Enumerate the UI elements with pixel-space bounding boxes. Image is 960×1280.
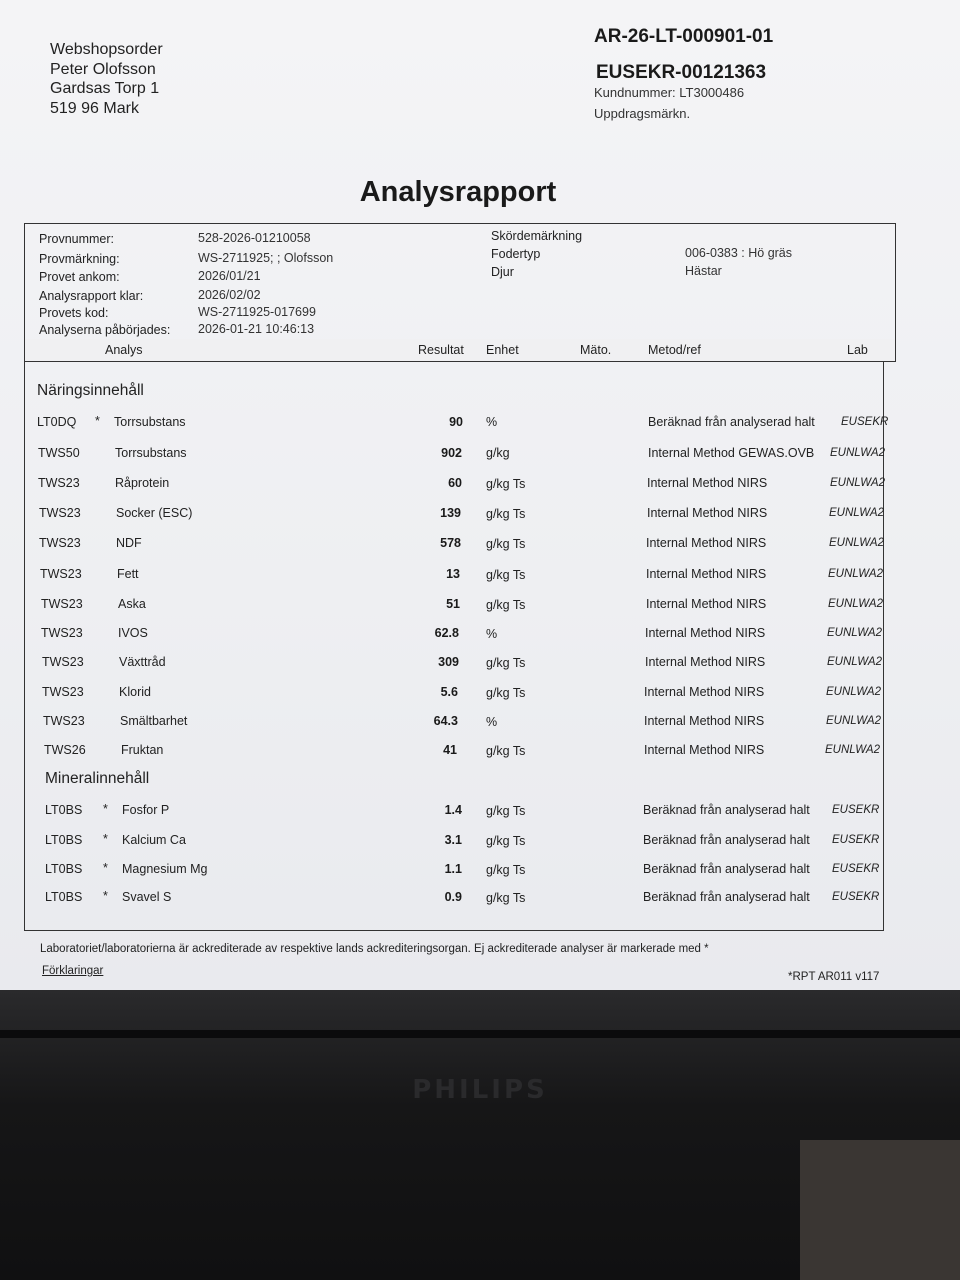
method-ref: Beräknad från analyserad halt <box>643 833 810 847</box>
analysis-name: Magnesium Mg <box>122 862 208 876</box>
method-ref: Internal Method NIRS <box>647 476 768 490</box>
result-value: 64.3 <box>433 714 458 728</box>
result-value: 3.1 <box>444 833 462 847</box>
col-lab: Lab <box>847 343 868 357</box>
result-unit: g/kg Ts <box>486 598 526 612</box>
info-value: WS-2711925; ; Olofsson <box>198 251 334 265</box>
method-ref: Beräknad från analyserad halt <box>643 890 810 904</box>
lab-code: EUSEKR <box>832 834 880 846</box>
address-line: Gardsas Torp 1 <box>50 80 160 97</box>
analysis-name: Klorid <box>119 685 151 699</box>
lab-code: EUNLWA2 <box>830 447 885 459</box>
result-unit: % <box>486 627 498 641</box>
analysis-name: Kalcium Ca <box>122 833 186 847</box>
result-value: 0.9 <box>444 890 462 904</box>
info-label: Provets kod: <box>39 306 109 320</box>
report-version: *RPT AR011 v117 <box>788 971 880 983</box>
lab-code: EUNLWA2 <box>828 568 883 580</box>
lab-code: EUNLWA2 <box>825 744 880 756</box>
result-unit: g/kg Ts <box>486 507 526 521</box>
info-value: 2026/02/02 <box>198 288 261 302</box>
analysis-code: TWS23 <box>41 626 83 640</box>
method-ref: Internal Method NIRS <box>644 714 765 728</box>
info-label: Provet ankom: <box>39 270 120 284</box>
not-accredited-mark: * <box>103 889 108 903</box>
result-unit: g/kg Ts <box>486 834 526 848</box>
address-line: Webshopsorder <box>50 41 163 58</box>
lab-code: EUNLWA2 <box>828 598 883 610</box>
assignment-mark: Uppdragsmärkn. <box>594 106 691 121</box>
analysis-code: LT0BS <box>45 862 83 876</box>
info-label: Provnummer: <box>39 232 115 246</box>
analysis-name: Aska <box>118 597 146 611</box>
result-value: 62.8 <box>434 626 459 640</box>
bezel-edge <box>0 1030 960 1038</box>
analysis-name: Socker (ESC) <box>116 506 193 520</box>
result-unit: g/kg Ts <box>486 804 526 818</box>
result-value: 578 <box>440 536 461 550</box>
analysis-code: LT0DQ <box>37 415 77 429</box>
col-analys: Analys <box>105 343 143 357</box>
result-value: 5.6 <box>440 685 458 699</box>
result-value: 1.1 <box>444 862 462 876</box>
result-value: 41 <box>443 743 457 757</box>
monitor-brand-logo: PHILIPS <box>412 1075 548 1105</box>
explanations-link: Förklaringar <box>42 965 104 977</box>
col-enhet: Enhet <box>486 343 519 357</box>
result-unit: g/kg Ts <box>486 568 526 582</box>
info-label: Provmärkning: <box>39 252 120 266</box>
analysis-code: LT0BS <box>45 803 83 817</box>
recipient-address <box>50 40 163 118</box>
analysis-code: TWS26 <box>44 743 86 757</box>
result-value: 51 <box>446 597 460 611</box>
address-line: Peter Olofsson <box>50 60 156 78</box>
analysis-name: Fosfor P <box>122 803 170 817</box>
analysis-name: IVOS <box>118 626 148 640</box>
analysis-code: TWS23 <box>41 597 83 611</box>
lab-code: EUSEKR <box>841 416 889 428</box>
result-value: 139 <box>440 506 461 520</box>
result-unit: g/kg Ts <box>486 744 526 758</box>
analysis-name: Smältbarhet <box>120 714 188 728</box>
result-value: 13 <box>446 567 460 581</box>
result-unit: % <box>486 715 498 729</box>
info-label: Fodertyp <box>491 247 541 261</box>
col-metod: Metod/ref <box>648 343 701 357</box>
result-unit: g/kg Ts <box>486 477 526 491</box>
lab-code: EUSEKR <box>832 891 880 903</box>
customer-number: Kundnummer: LT3000486 <box>594 85 745 100</box>
info-value: WS-2711925-017699 <box>198 305 316 319</box>
analysis-name: NDF <box>116 536 142 550</box>
info-label: Analyserna påbörjades: <box>39 323 171 337</box>
analysis-name: Råprotein <box>115 476 170 490</box>
lab-code: EUNLWA2 <box>829 537 884 549</box>
info-label: Djur <box>491 265 514 279</box>
not-accredited-mark: * <box>95 414 100 428</box>
analysis-code: TWS23 <box>42 685 84 699</box>
lab-code: EUNLWA2 <box>830 477 885 489</box>
accreditation-note: Laboratoriet/laboratorierna är ackrediterade av respektive lands ackrediteringsorgan. Ej ackrediterade analyser är markerade med * <box>40 943 709 955</box>
result-unit: g/kg Ts <box>486 537 526 551</box>
report-title: Analysrapport <box>359 176 557 208</box>
analysis-name: Svavel S <box>122 890 172 904</box>
method-ref: Beräknad från analyserad halt <box>643 862 810 876</box>
analysis-code: TWS23 <box>43 714 85 728</box>
analysis-code: TWS23 <box>39 536 81 550</box>
method-ref: Internal Method NIRS <box>644 743 765 757</box>
lab-code: EUNLWA2 <box>827 656 882 668</box>
result-value: 60 <box>448 476 462 490</box>
analysis-code: LT0BS <box>45 833 83 847</box>
section-title: Näringsinnehåll <box>37 382 144 399</box>
method-ref: Internal Method NIRS <box>647 506 768 520</box>
result-unit: g/kg Ts <box>486 863 526 877</box>
not-accredited-mark: * <box>103 861 108 875</box>
analysis-code: LT0BS <box>45 890 83 904</box>
analysis-code: TWS50 <box>38 446 80 460</box>
analysis-name: Växttråd <box>119 655 166 669</box>
order-number: EUSEKR-00121363 <box>596 62 767 83</box>
col-mato: Mäto. <box>580 343 612 357</box>
method-ref: Internal Method NIRS <box>646 536 767 550</box>
info-value: 2026-01-21 10:46:13 <box>198 322 315 336</box>
lab-code: EUNLWA2 <box>826 686 881 698</box>
method-ref: Beräknad från analyserad halt <box>643 803 810 817</box>
lab-code: EUSEKR <box>832 804 880 816</box>
report-number: AR-26-LT-000901-01 <box>594 26 774 47</box>
result-unit: % <box>486 415 498 429</box>
analysis-code: TWS23 <box>38 476 80 490</box>
section-title: Mineralinnehåll <box>45 770 150 787</box>
lab-code: EUSEKR <box>832 863 880 875</box>
result-value: 1.4 <box>444 803 462 817</box>
method-ref: Internal Method NIRS <box>644 685 765 699</box>
info-label: Analysrapport klar: <box>39 289 144 303</box>
desk-surface <box>800 1140 960 1280</box>
result-value: 902 <box>441 446 462 460</box>
info-value: 528-2026-01210058 <box>198 231 311 245</box>
lab-code: EUNLWA2 <box>826 715 881 727</box>
result-value: 309 <box>438 655 459 669</box>
method-ref: Beräknad från analyserad halt <box>648 415 815 429</box>
lab-code: EUNLWA2 <box>829 507 884 519</box>
analysis-code: TWS23 <box>39 506 81 520</box>
address-line: 519 96 Mark <box>50 99 139 117</box>
info-value: 006-0383 : Hö gräs <box>685 246 793 260</box>
analysis-name: Fett <box>117 567 139 581</box>
not-accredited-mark: * <box>103 802 108 816</box>
analysis-name: Torrsubstans <box>114 415 186 429</box>
result-unit: g/kg Ts <box>486 686 526 700</box>
info-value: Hästar <box>685 264 722 278</box>
result-unit: g/kg Ts <box>486 656 526 670</box>
analysis-code: TWS23 <box>42 655 84 669</box>
not-accredited-mark: * <box>103 832 108 846</box>
info-value: 2026/01/21 <box>198 269 261 283</box>
analysis-name: Fruktan <box>121 743 164 757</box>
method-ref: Internal Method NIRS <box>645 626 766 640</box>
result-unit: g/kg Ts <box>486 891 526 905</box>
lab-code: EUNLWA2 <box>827 627 882 639</box>
info-label: Skördemärkning <box>491 229 583 243</box>
method-ref: Internal Method NIRS <box>646 567 767 581</box>
result-unit: g/kg <box>486 446 510 460</box>
method-ref: Internal Method GEWAS.OVB <box>648 446 815 460</box>
col-resultat: Resultat <box>418 343 464 357</box>
method-ref: Internal Method NIRS <box>646 597 767 611</box>
method-ref: Internal Method NIRS <box>645 655 766 669</box>
analysis-name: Torrsubstans <box>115 446 187 460</box>
analysis-code: TWS23 <box>40 567 82 581</box>
result-value: 90 <box>449 415 463 429</box>
